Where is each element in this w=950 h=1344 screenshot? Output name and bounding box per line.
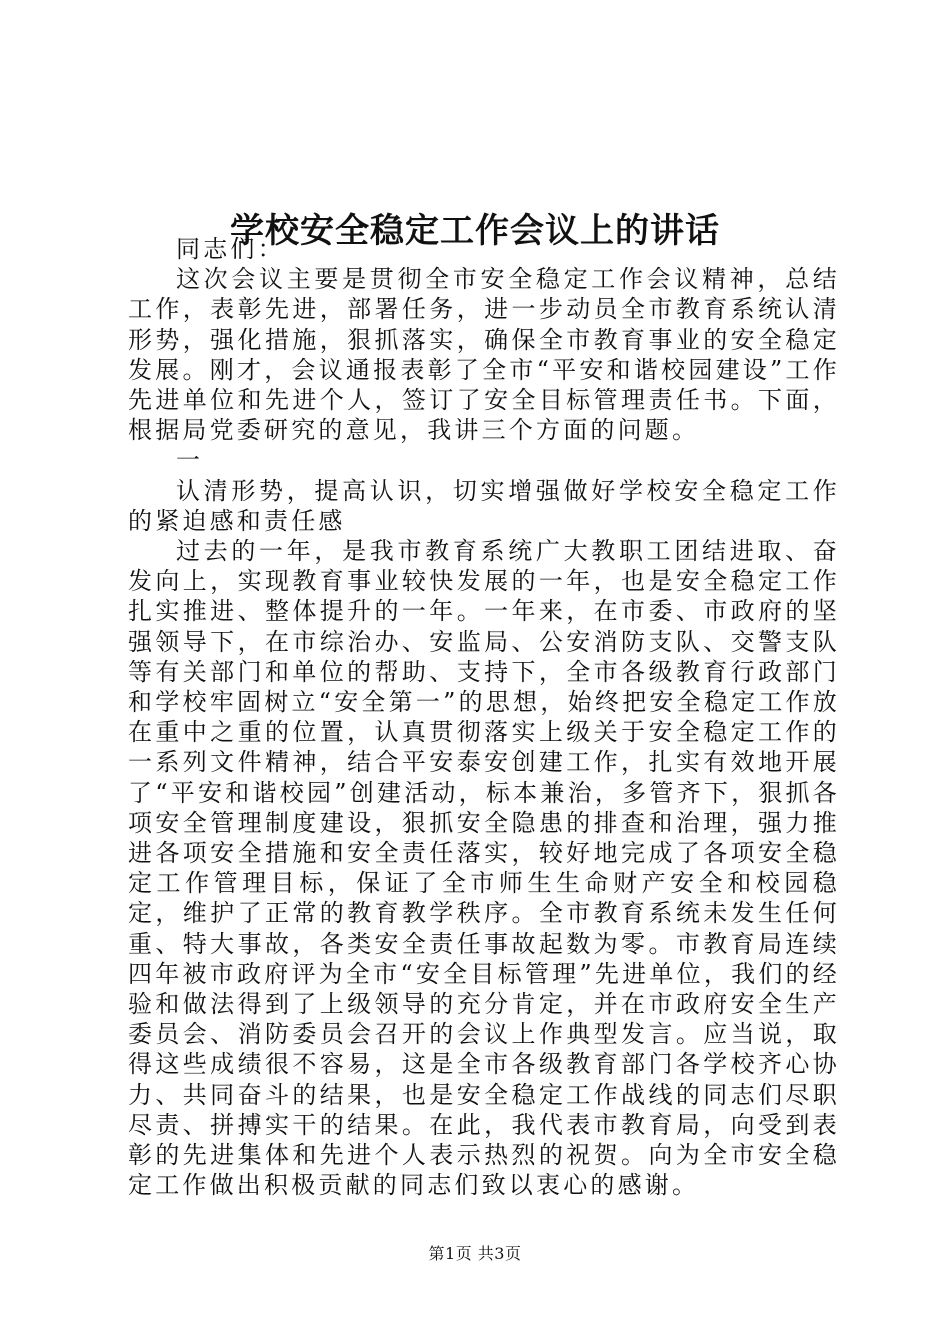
salutation: 同志们： bbox=[176, 235, 285, 263]
document-body bbox=[128, 234, 840, 1201]
section-heading: 认清形势，提高认识，切实增强做好学校安全稳定工作的紧迫感和责任感 bbox=[128, 476, 840, 535]
intro-paragraph: 这次会议主要是贯彻全市安全稳定工作会议精神，总结工作，表彰先进，部署任务，进一步动员全市教育系统认清形势，强化措施，狠抓落实，确保全市教育事业的安全稳定发展。刚才，会议通报表彰了全市“平安和谐校园建设”工作先进单位和先进个人，签订了安全目标管理责任书。下面，根据局党委研究的意见，我讲三个方面的问题。 bbox=[128, 265, 840, 445]
section-number: 一 bbox=[176, 446, 204, 475]
body-paragraph: 过去的一年，是我市教育系统广大教职工团结进取、奋发向上，实现教育事业较快发展的一年，也是安全稳定工作扎实推进、整体提升的一年。一年来，在市委、市政府的坚强领导下，在市综治办、安监局、公安消防支队、交警支队等有关部门和单位的帮助、支持下，全市各级教育行政部门和学校牢固树立“安全第一”的思想，始终把安全稳定工作放在重中之重的位置，认真贯彻落实上级关于安全稳定工作的一系列文件精神，结合平安泰安创建工作，扎实有效地开展了“平安和谐校园”创建活动，标本兼治，多管齐下，狠抓各项安全管理制度建设，狠抓安全隐患的排查和治理，强力推进各项安全措施和安全责任落实，较好地完成了各项安全稳定工作管理目标，保证了全市师生生命财产安全和校园稳定，维护了正常的教育教学秩序。全市教育系统未发生任何重、特大事故，各类安全责任事故起数为零。市教育局连续四年被市政府评为全市“安全目标管理”先进单位，我们的经验和做法得到了上级领导的充分肯定，并在市政府安全生产委员会、消防委员会召开的会议上作典型发言。应当说，取得这些成绩很不容易，这是全市各级教育部门各学校齐心协力、共同奋斗的结果，也是安全稳定工作战线的同志们尽职尽责、拼搏实干的结果。在此，我代表市教育局，向受到表彰的先进集体和先进个人表示热烈的祝贺。向为全市安全稳定工作做出积极贡献的同志们致以衷心的感谢。 bbox=[128, 537, 840, 1200]
page-footer: 第1页 共3页 bbox=[428, 1244, 522, 1263]
document-title: 学校安全稳定工作会议上的讲话 bbox=[230, 210, 720, 251]
